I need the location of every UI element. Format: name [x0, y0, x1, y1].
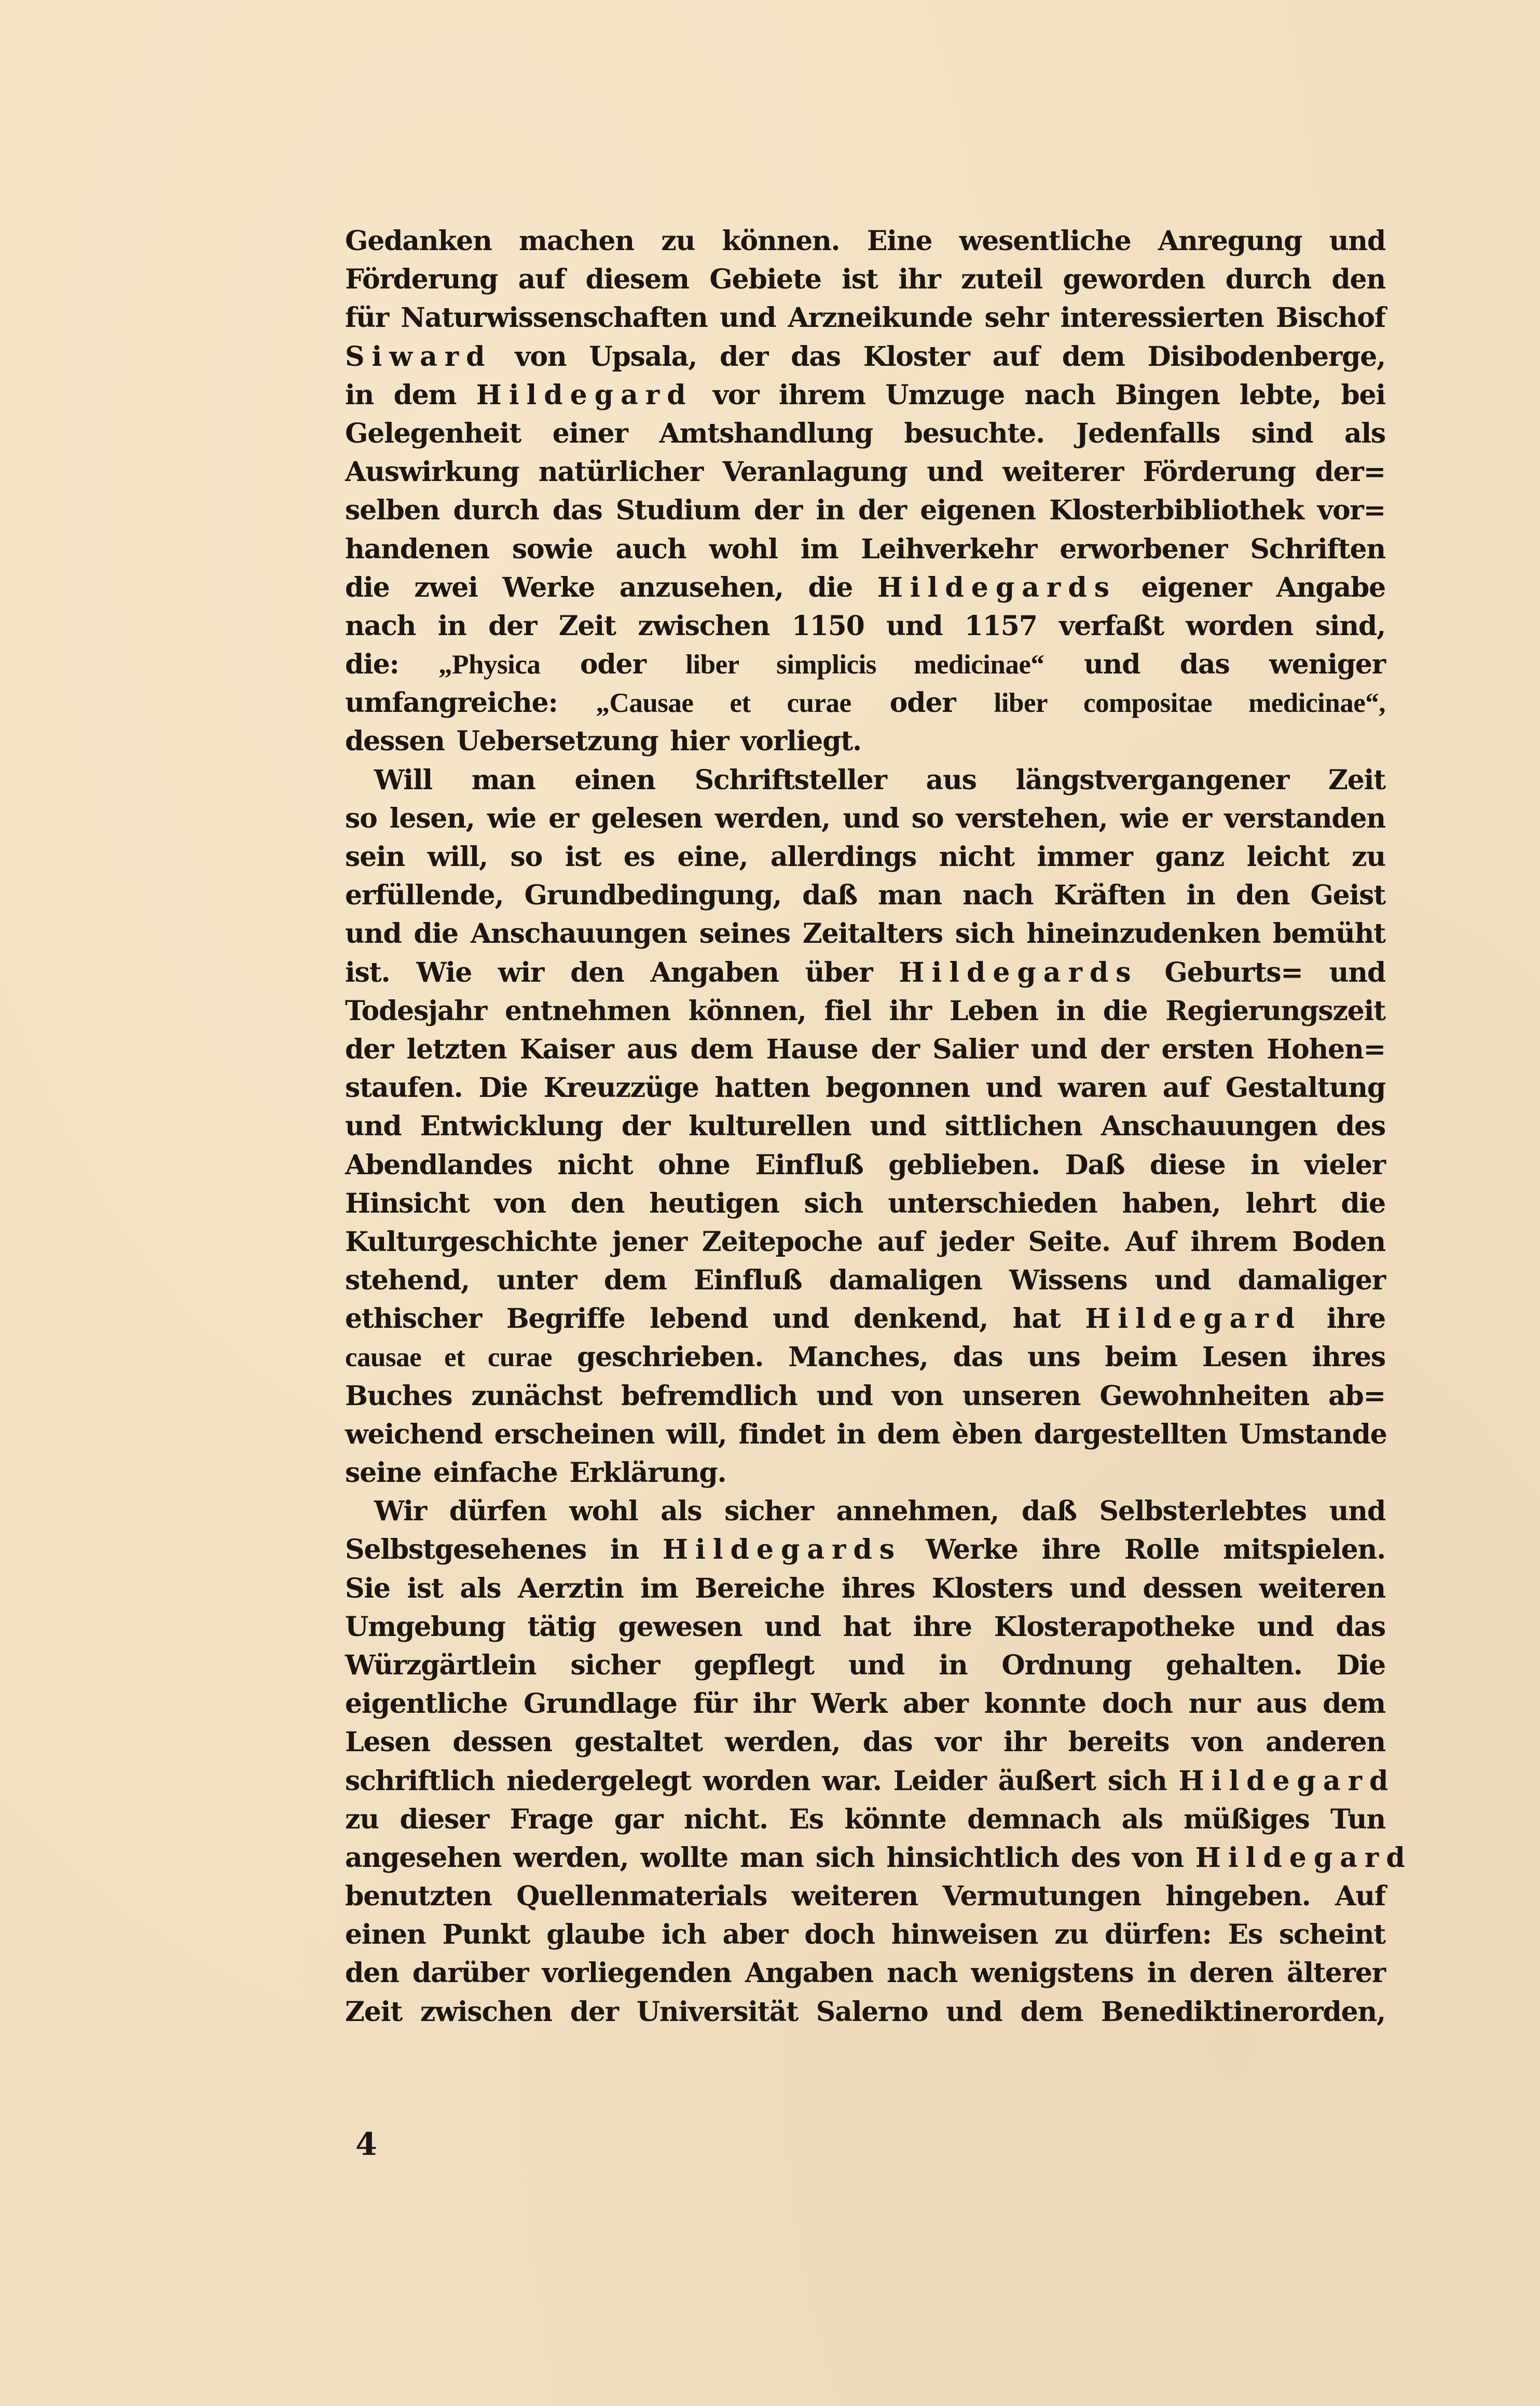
- text-line: [345, 260, 1385, 299]
- text-line: [345, 1415, 1385, 1454]
- text-segment: selben durch das Studium der in der eigenen Klosterbibliothek vor=: [345, 494, 1385, 527]
- text-segment: Würzgärtlein sicher gepflegt und in Ordnung gehalten. Die: [345, 1649, 1385, 1681]
- text-line: [345, 1608, 1385, 1646]
- text-line: [345, 607, 1385, 645]
- text-segment: umfangreiche:: [345, 687, 596, 719]
- text-segment: nach in der Zeit zwischen 1150 und 1157 verfaßt worden sind,: [345, 610, 1385, 642]
- text-segment: Werke ihre Rolle mitspielen.: [902, 1534, 1385, 1566]
- text-line: [345, 992, 1385, 1030]
- text-line: [345, 1454, 1385, 1492]
- text-line: [345, 299, 1385, 337]
- text-line: [345, 915, 1385, 953]
- text-segment: stehend, unter dem Einfluß damaligen Wissens und damaliger: [345, 1264, 1385, 1297]
- text-segment: handenen sowie auch wohl im Leihverkehr erworbener Schriften: [345, 533, 1385, 565]
- emphasized-name: Siward: [345, 340, 492, 373]
- text-line: [345, 1570, 1385, 1608]
- text-segment: für Naturwissenschaften und Arzneikunde sehr interessierten Bischof: [345, 302, 1385, 334]
- emphasized-name: Hildegards: [899, 956, 1138, 988]
- text-line: [345, 1762, 1396, 1800]
- latin-title: „Physica: [438, 650, 541, 680]
- body-text: [345, 222, 1412, 2031]
- text-segment: weichend erscheinen will, findet in dem èben dargestellten Umstande: [345, 1418, 1387, 1450]
- text-segment: Gelegenheit einer Amtshandlung besuchte. Jedenfalls sind als: [345, 417, 1385, 449]
- text-line: [345, 569, 1385, 607]
- text-segment: Selbstgesehenes in: [345, 1534, 663, 1566]
- text-segment: Gedanken machen zu können. Eine wesentliche Anregung und: [345, 225, 1385, 257]
- text-segment: dessen Uebersetzung hier vorliegt.: [345, 725, 861, 758]
- text-line: [345, 1261, 1385, 1300]
- text-segment: schriftlich niedergelegt worden war. Leider äußert sich: [345, 1765, 1179, 1797]
- text-line: [345, 1800, 1385, 1839]
- text-line: [345, 453, 1385, 491]
- latin-title: liber compositae medicinae“,: [994, 688, 1385, 719]
- text-line: [345, 1531, 1385, 1569]
- text-line: [345, 800, 1385, 838]
- text-segment: oder: [851, 687, 994, 719]
- text-line: [345, 876, 1385, 915]
- text-line: [345, 1107, 1385, 1146]
- text-line: [345, 530, 1385, 569]
- text-line: [345, 1993, 1385, 2031]
- text-segment: Geburts= und: [1138, 956, 1385, 988]
- text-segment: die:: [345, 649, 439, 681]
- text-line: [345, 1839, 1412, 1877]
- text-segment: Auswirkung natürlicher Veranlagung und weiterer Förderung der=: [345, 456, 1385, 488]
- latin-title: „Causae et curae: [596, 688, 851, 719]
- text-line: [345, 722, 1385, 761]
- text-line: [345, 1185, 1385, 1223]
- text-line: [345, 415, 1385, 453]
- text-segment: seine einfache Erklärung.: [345, 1457, 726, 1489]
- text-segment: angesehen werden, wollte man sich hinsichtlich des von: [345, 1841, 1195, 1874]
- text-line: [345, 1723, 1385, 1762]
- text-line: [345, 1685, 1385, 1723]
- text-line: [345, 954, 1385, 992]
- emphasized-name: Hildegard: [1178, 1765, 1396, 1797]
- text-segment: eigener Angabe: [1116, 571, 1385, 603]
- text-segment: Förderung auf diesem Gebiete ist ihr zuteil geworden durch den: [345, 264, 1385, 296]
- paragraph-first-line: [345, 761, 1385, 800]
- text-segment: und die Anschauungen seines Zeitalters sich hineinzudenken bemüht: [345, 918, 1385, 950]
- text-segment: erfüllende, Grundbedingung, daß man nach Kräften in den Geist: [345, 879, 1385, 912]
- text-line: [345, 1646, 1385, 1685]
- text-line: [345, 1069, 1385, 1107]
- text-segment: einen Punkt glaube ich aber doch hinweisen zu dürfen: Es scheint: [345, 1919, 1385, 1951]
- text-segment: Sie ist als Aerztin im Bereiche ihres Klosters und dessen weiteren: [345, 1572, 1385, 1604]
- emphasized-name: Hildegard: [1085, 1303, 1302, 1335]
- text-segment: Wir dürfen wohl als sicher annehmen, daß Selbsterlebtes und: [374, 1495, 1385, 1528]
- paragraph-first-line: [345, 1492, 1385, 1531]
- text-segment: benutzten Quellenmaterials weiteren Vermutungen hingeben. Auf: [345, 1880, 1385, 1913]
- text-segment: Buches zunächst befremdlich und von unseren Gewohnheiten ab=: [345, 1380, 1385, 1412]
- text-segment: Kulturgeschichte jener Zeitepoche auf jeder Seite. Auf ihrem Boden: [345, 1226, 1385, 1258]
- text-line: [345, 338, 1385, 376]
- text-segment: vor ihrem Umzuge nach Bingen lebte, bei: [693, 379, 1385, 411]
- text-line: [345, 1377, 1385, 1415]
- text-segment: staufen. Die Kreuzzüge hatten begonnen und waren auf Gestaltung: [345, 1072, 1385, 1104]
- text-segment: oder: [540, 649, 686, 681]
- text-line: [345, 1146, 1385, 1185]
- text-line: [345, 1300, 1385, 1338]
- text-line: [345, 1030, 1385, 1069]
- text-segment: sein will, so ist es eine, allerdings nicht immer ganz leicht zu: [345, 841, 1385, 873]
- page-number: 4: [355, 2126, 377, 2163]
- text-line: [345, 222, 1385, 260]
- text-line: [345, 838, 1385, 876]
- text-segment: so lesen, wie er gelesen werden, und so verstehen, wie er verstanden: [345, 802, 1385, 834]
- text-line: [345, 1954, 1385, 1992]
- latin-title: causae et curae: [345, 1342, 552, 1373]
- text-line: [345, 491, 1385, 530]
- text-segment: Abendlandes nicht ohne Einfluß geblieben. Daß diese in vieler: [345, 1149, 1385, 1181]
- text-line: [345, 1916, 1385, 1954]
- text-line: [345, 1877, 1385, 1916]
- text-segment: eigentliche Grundlage für ihr Werk aber konnte doch nur aus dem: [345, 1688, 1385, 1720]
- text-segment: Todesjahr entnehmen können, fiel ihr Leben in die Regierungszeit: [345, 995, 1385, 1027]
- text-segment: Lesen dessen gestaltet werden, das vor ihr bereits von anderen: [345, 1726, 1385, 1758]
- text-segment: Hinsicht von den heutigen sich unterschieden haben, lehrt die: [345, 1187, 1385, 1219]
- emphasized-name: Hildegards: [877, 571, 1117, 603]
- text-segment: und Entwicklung der kulturellen und sittlichen Anschauungen des: [345, 1110, 1385, 1143]
- text-line: [345, 1338, 1385, 1377]
- text-segment: den darüber vorliegenden Angaben nach wenigstens in deren älterer: [345, 1957, 1385, 1989]
- book-page: [345, 222, 1412, 2031]
- text-segment: Zeit zwischen der Universität Salerno und dem Benediktinerorden,: [345, 1996, 1385, 2028]
- text-segment: ist. Wie wir den Angaben über: [345, 956, 899, 988]
- text-line: [345, 645, 1385, 684]
- text-segment: die zwei Werke anzusehen, die: [345, 571, 877, 603]
- emphasized-name: Hildegard: [1195, 1841, 1412, 1874]
- emphasized-name: Hildegards: [662, 1534, 902, 1566]
- text-segment: Will man einen Schriftsteller aus längstvergangener Zeit: [374, 764, 1385, 796]
- text-segment: Umgebung tätig gewesen und hat ihre Klosterapotheke und das: [345, 1611, 1385, 1643]
- text-segment: von Upsala, der das Kloster auf dem Disibodenberge,: [492, 340, 1385, 373]
- text-segment: in dem: [345, 379, 476, 411]
- text-line: [345, 684, 1385, 722]
- text-segment: ethischer Begriffe lebend und denkend, hat: [345, 1303, 1085, 1335]
- text-segment: und das weniger: [1044, 649, 1385, 681]
- text-segment: ihre: [1302, 1303, 1385, 1335]
- text-segment: zu dieser Frage gar nicht. Es könnte demnach als müßiges Tun: [345, 1803, 1385, 1835]
- text-segment: der letzten Kaiser aus dem Hause der Salier und der ersten Hohen=: [345, 1033, 1385, 1065]
- emphasized-name: Hildegard: [476, 379, 693, 411]
- text-line: [345, 376, 1385, 415]
- text-line: [345, 1223, 1385, 1261]
- latin-title: liber simplicis medicinae“: [685, 650, 1044, 680]
- text-segment: geschrieben. Manches, das uns beim Lesen ihres: [552, 1341, 1385, 1373]
